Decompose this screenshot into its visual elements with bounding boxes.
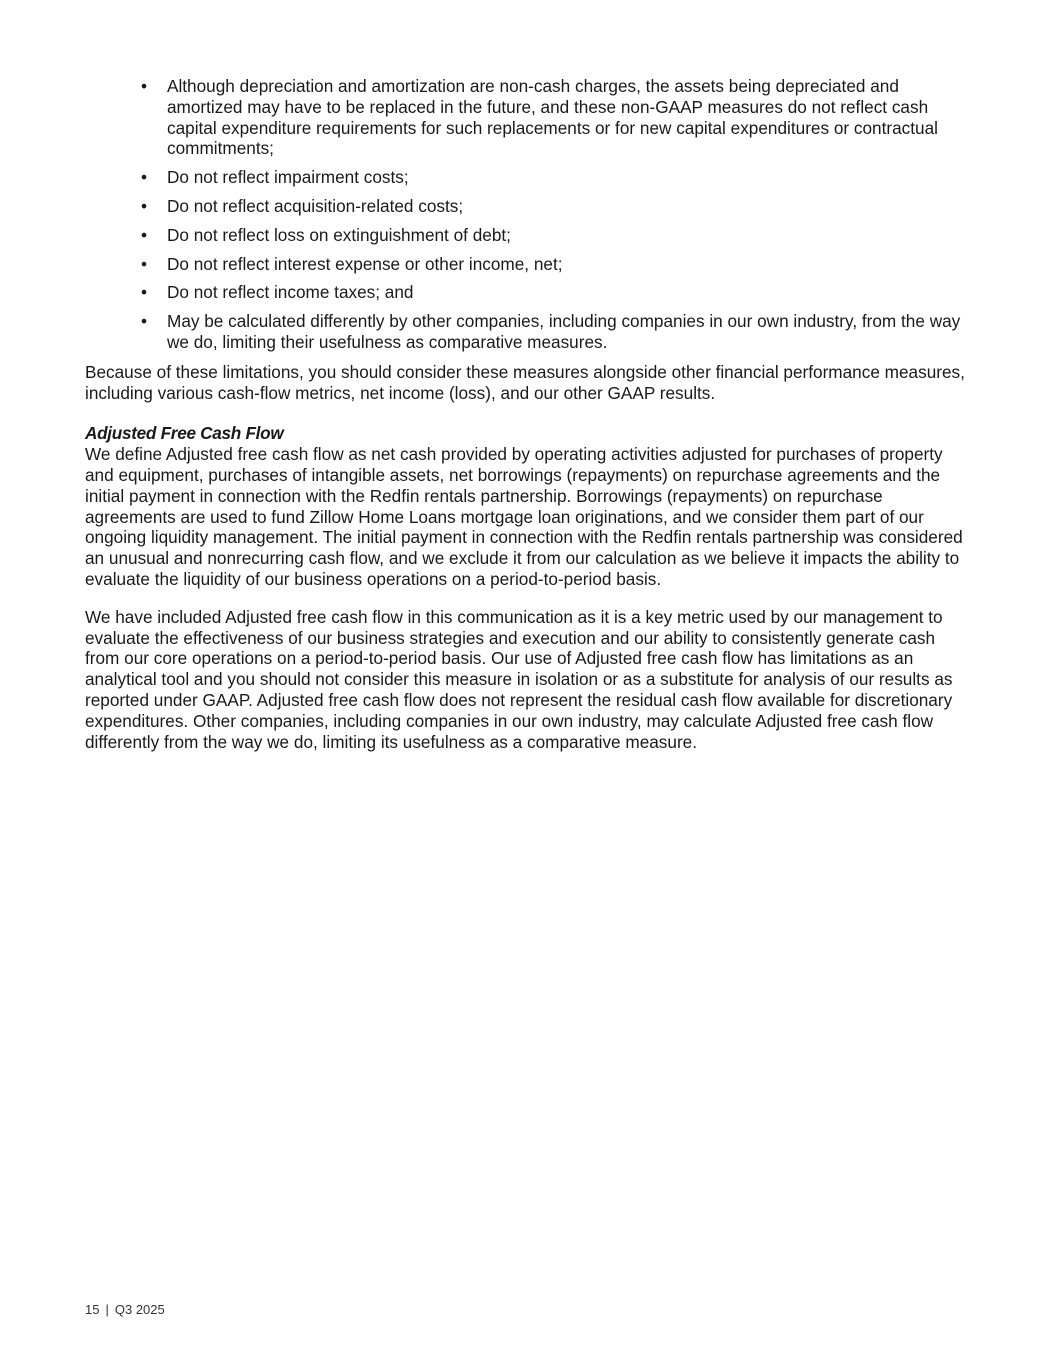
definition-paragraph: We define Adjusted free cash flow as net cash provided by operating activities adjusted for purchases of property and equipment, purchases of intangible assets, net borrowings (repayments) on repurchase agreements and the initial payment in connection with the Redfin rentals partnership. Borrowings (repayments) on repurchase agreements are used to fund Zillow Home Loans mortgage loan originations, and we consider them part of our ongoing liquidity management. The initial payment in connection with the Redfin rentals partnership was considered an unusual and nonrecurring cash flow, and we exclude it from our calculation as we believe it impacts the ability to evaluate the liquidity of our business operations on a period-to-period basis. (85, 444, 963, 589)
bullet-icon: • (140, 76, 148, 96)
bullet-item (85, 311, 971, 353)
bullet-text: Although depreciation and amortization are non-cash charges, the assets being depreciated and amortized may have to be replaced in the future, and these non-GAAP measures do not reflect cash capital expenditure requirements for such replacements or for new capital expenditures or contractual commitments; (167, 76, 938, 159)
usage-paragraph: We have included Adjusted free cash flow in this communication as it is a key metric used by our management to evaluate the effectiveness of our business strategies and execution and our ability to consistently generate cash from our core operations on a period-to-period basis. Our use of Adjusted free cash flow has limitations as an analytical tool and you should not consider this measure in isolation or as a substitute for analysis of our results as reported under GAAP. Adjusted free cash flow does not represent the residual cash flow available for discretionary expenditures. Other companies, including companies in our own industry, may calculate Adjusted free cash flow differently from the way we do, limiting its usefulness as a comparative measure. (85, 606, 953, 752)
bullet-item (85, 196, 971, 217)
report-period: Q3 2025 (114, 1302, 165, 1317)
document-body (85, 76, 971, 752)
bullet-item (85, 282, 971, 303)
bullet-icon: • (140, 311, 148, 332)
bullet-icon: • (140, 195, 148, 216)
page-footer (85, 1302, 165, 1317)
bullet-item (85, 225, 971, 246)
section-heading: Adjusted Free Cash Flow (85, 423, 284, 444)
footer-separator: | (105, 1302, 109, 1317)
page-number: 15 (85, 1302, 100, 1317)
bullet-item (85, 167, 971, 188)
bullet-text: Do not reflect loss on extinguishment of debt; (167, 224, 511, 245)
bullet-text: Do not reflect interest expense or other income, net; (167, 253, 563, 274)
bullet-text: Do not reflect impairment costs; (167, 167, 409, 188)
bullet-text: Do not reflect income taxes; and (167, 282, 414, 303)
bullet-icon: • (140, 224, 148, 245)
bullet-text: May be calculated differently by other companies, including companies in our own industry, from the way we do, limiting their usefulness as comparative measures. (167, 311, 961, 352)
bullet-icon: • (140, 282, 148, 303)
bullet-text: Do not reflect acquisition-related costs; (167, 195, 464, 216)
limitations-bullet-list (85, 76, 971, 353)
bullet-item (85, 254, 971, 275)
bullet-icon: • (140, 253, 148, 274)
limitations-paragraph: Because of these limitations, you should consider these measures alongside other financial performance measures, including various cash-flow metrics, net income (loss), and our other GAAP results. (85, 361, 965, 403)
bullet-icon: • (140, 167, 148, 188)
bullet-item (85, 76, 971, 159)
